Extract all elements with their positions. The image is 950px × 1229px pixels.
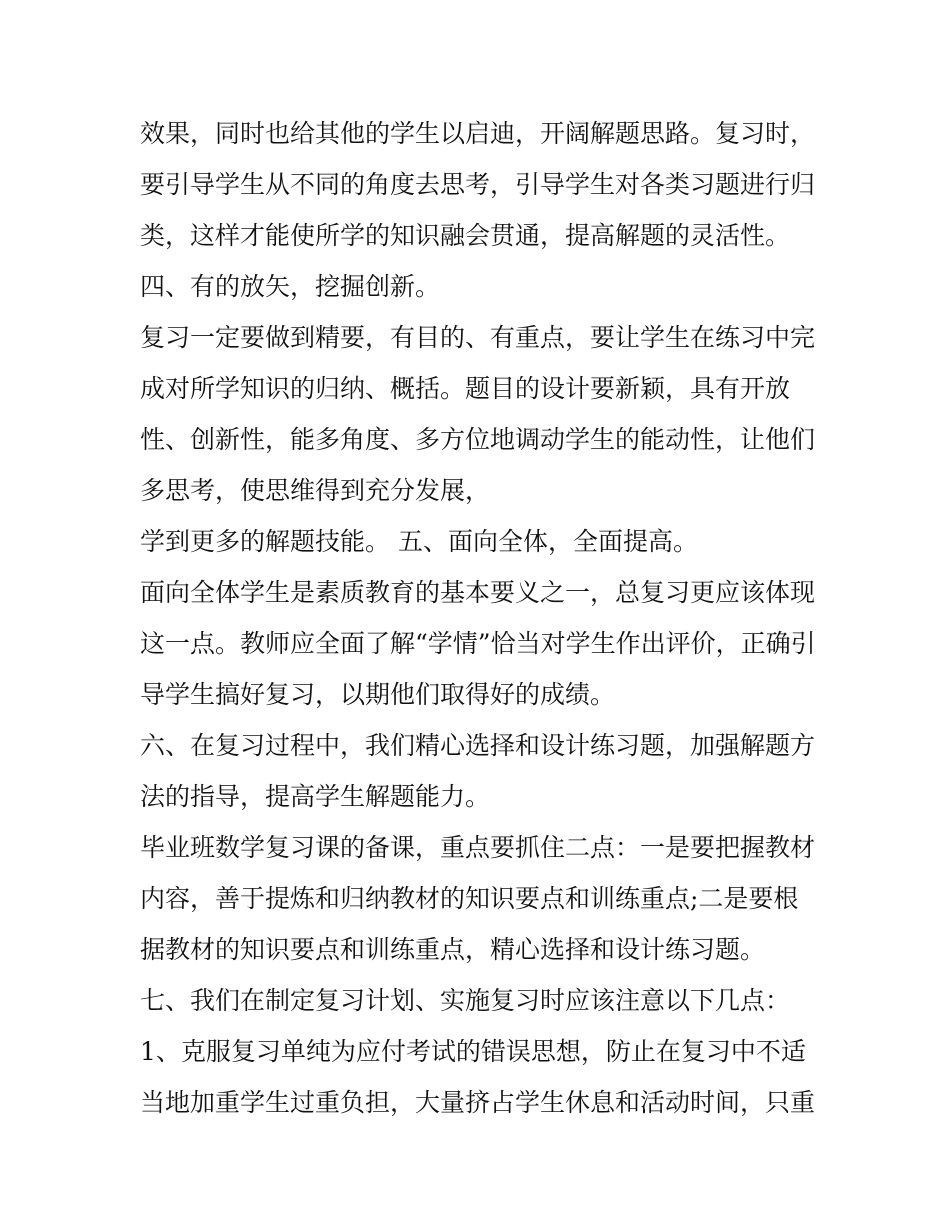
document-body — [140, 108, 820, 1128]
text-line: 面向全体学生是素质教育的基本要义之一，总复习更应该体现 — [140, 578, 816, 607]
text-line: 类，这样才能使所学的知识融会贯通，提高解题的灵活性。 — [140, 221, 791, 250]
text-line: 导学生搞好复习，以期他们取得好的成绩。 — [140, 680, 616, 709]
text-line: 据教材的知识要点和训练重点，精心选择和设计练习题。 — [140, 935, 766, 964]
text-line: 性、创新性，能多角度、多方位地调动学生的能动性，让他们 — [140, 425, 816, 454]
text-line: 当地加重学生过重负担，大量挤占学生休息和活动时间，只重 — [140, 1088, 816, 1117]
text-line: 多思考，使思维得到充分发展， — [140, 476, 491, 505]
text-line: 要引导学生从不同的角度去思考，引导学生对各类习题进行归 — [140, 170, 816, 199]
list-item-1: 1、克服复习单纯为应付考试的错误思想，防止在复习中不适 — [140, 1037, 806, 1066]
text-line: 复习一定要做到精要，有目的、有重点，要让学生在练习中完 — [140, 323, 816, 352]
section-heading-4: 四、有的放矢，挖掘创新。 — [140, 272, 441, 301]
text-line: 法的指导，提高学生解题能力。 — [140, 782, 491, 811]
text-line: 毕业班数学复习课的备课，重点要抓住二点：一是要把握教材 — [140, 833, 816, 862]
text-line: 这一点。教师应全面了解“学情”恰当对学生作出评价，正确引 — [140, 629, 816, 658]
section-heading-7: 七、我们在制定复习计划、实施复习时应该注意以下几点： — [140, 986, 791, 1015]
text-line: 效果，同时也给其他的学生以启迪，开阔解题思路。复习时， — [140, 119, 816, 148]
text-line: 学到更多的解题技能。 五、面向全体，全面提高。 — [140, 527, 698, 556]
section-heading-6: 六、在复习过程中，我们精心选择和设计练习题，加强解题方 — [140, 731, 816, 760]
text-line: 内容，善于提炼和归纳教材的知识要点和训练重点;二是要根 — [140, 884, 799, 913]
text-line: 成对所学知识的归纳、概括。题目的设计要新颖，具有开放 — [140, 374, 791, 403]
